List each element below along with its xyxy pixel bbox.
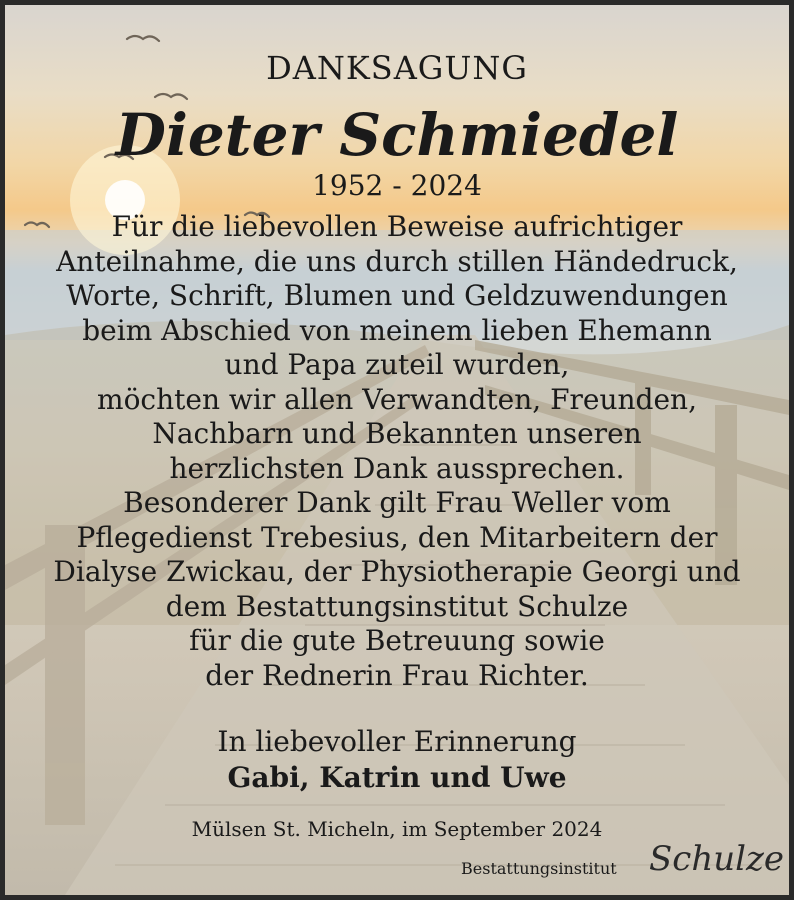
body-line: dem Bestattungsinstitut Schulze bbox=[165, 589, 629, 623]
heading: DANKSAGUNG bbox=[266, 49, 528, 87]
body-line: beim Abschied von meinem lieben Ehemann bbox=[82, 313, 712, 347]
institute-label: Bestattungsinstitut bbox=[461, 859, 617, 878]
body-line: Dialyse Zwickau, der Physiotherapie Georgi und bbox=[53, 555, 741, 588]
body-line: Besonderer Dank gilt Frau Weller vom bbox=[123, 486, 671, 519]
body-line: Anteilnahme, die uns durch stillen Händedruck, bbox=[56, 244, 738, 278]
body-line: Für die liebevollen Beweise aufrichtiger bbox=[111, 210, 683, 243]
life-years: 1952 - 2024 bbox=[312, 169, 482, 202]
body-line: Nachbarn und Bekannten unseren bbox=[152, 417, 642, 450]
body-line: und Papa zuteil wurden, bbox=[224, 348, 570, 381]
body-line: Worte, Schrift, Blumen und Geldzuwendungen bbox=[66, 279, 728, 312]
body-line: für die gute Betreuung sowie bbox=[189, 624, 605, 657]
deceased-name: Dieter Schmiedel bbox=[115, 101, 679, 169]
institute-signature-logo: Schulze bbox=[649, 839, 785, 879]
body-line: Pflegedienst Trebesius, den Mitarbeitern der bbox=[76, 520, 718, 554]
closing-line: In liebevoller Erinnerung bbox=[217, 725, 577, 758]
thanks-body bbox=[5, 210, 789, 693]
family-names: Gabi, Katrin und Uwe bbox=[227, 761, 567, 794]
body-line: der Rednerin Frau Richter. bbox=[205, 658, 589, 692]
body-line: herzlichsten Dank aussprechen. bbox=[169, 451, 625, 485]
body-line: möchten wir allen Verwandten, Freunden, bbox=[97, 382, 697, 416]
place-date: Mülsen St. Micheln, im September 2024 bbox=[191, 817, 603, 841]
